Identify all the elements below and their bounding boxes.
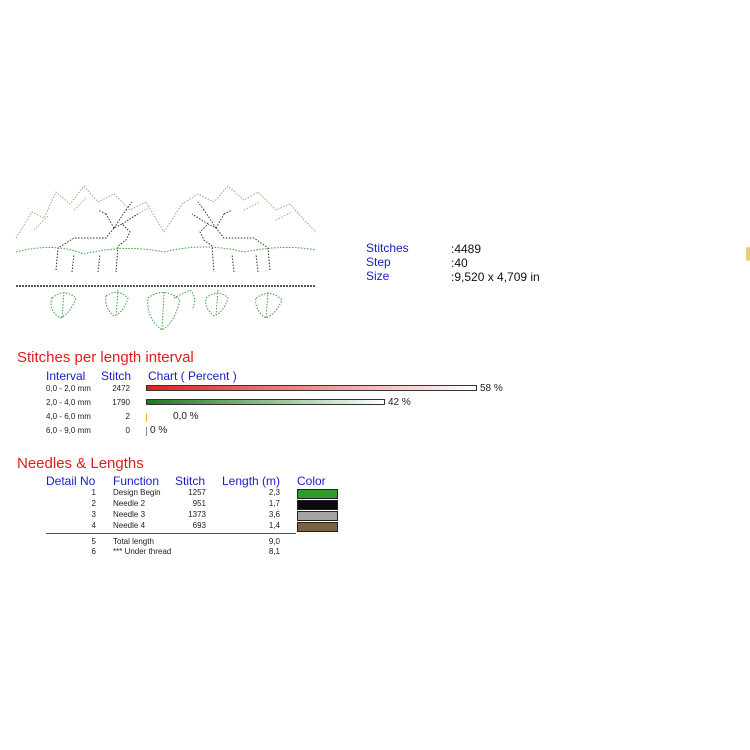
needle-detail-no-cell: 1 xyxy=(91,488,96,497)
needle-stitch-cell: 951 xyxy=(192,499,206,508)
interval-stitch-cell: 1790 xyxy=(112,398,130,407)
needle-function-cell: Design Begin xyxy=(113,488,161,497)
function-column-header: Function xyxy=(113,474,160,488)
total-detail-no-cell: 5 xyxy=(91,537,96,546)
needle-stitch-column-header: Stitch xyxy=(175,474,206,488)
interval-percent-label: 42 % xyxy=(388,397,411,408)
needle-length-cell: 2,3 xyxy=(268,488,280,497)
total-length-cell: 8,1 xyxy=(268,547,280,556)
detail-no-column-header: Detail No xyxy=(46,474,96,488)
leaf-3 xyxy=(148,290,195,330)
mountain-outline-right xyxy=(164,186,316,232)
needle-color-swatch xyxy=(297,489,338,499)
needle-stitch-cell: 693 xyxy=(192,521,206,530)
interval-percentage-bar xyxy=(146,413,147,422)
leaf-5 xyxy=(256,292,282,318)
needle-color-swatch xyxy=(297,522,338,532)
interval-range-cell: 6,0 - 9,0 mm xyxy=(46,426,91,435)
needle-function-cell: Needle 2 xyxy=(113,499,146,508)
interval-percent-label: 0 % xyxy=(150,425,168,436)
elk-right-outline xyxy=(192,202,270,272)
needle-detail-no-cell: 4 xyxy=(91,521,96,530)
interval-stitch-cell: 2 xyxy=(125,412,130,421)
needle-length-cell: 1,7 xyxy=(268,499,280,508)
chart-column-header: Chart ( Percent ) xyxy=(148,369,237,383)
edge-marker xyxy=(746,247,750,261)
needle-stitch-cell: 1257 xyxy=(188,488,206,497)
interval-percentage-bar xyxy=(146,427,147,436)
mountain-detail xyxy=(34,198,292,230)
interval-percent-label: 58 % xyxy=(480,383,503,394)
stitch-column-header: Stitch xyxy=(101,369,132,383)
interval-range-cell: 0,0 - 2,0 mm xyxy=(46,384,91,393)
interval-stitch-cell: 2472 xyxy=(112,384,130,393)
size-value: :9,520 x 4,709 in xyxy=(451,270,540,284)
intervals-section-title: Stitches per length interval xyxy=(17,349,194,366)
needle-function-cell: Needle 3 xyxy=(113,510,146,519)
color-column-header: Color xyxy=(297,474,326,488)
leaf-1 xyxy=(51,292,76,318)
leaf-4 xyxy=(206,290,228,316)
needle-detail-no-cell: 2 xyxy=(91,499,96,508)
mountain-outline-left xyxy=(16,186,164,238)
totals-divider xyxy=(46,533,296,534)
needle-length-cell: 3,6 xyxy=(268,510,280,519)
total-detail-no-cell: 6 xyxy=(91,547,96,556)
total-length-cell: 9,0 xyxy=(268,537,280,546)
step-value: :40 xyxy=(451,256,468,270)
needle-length-cell: 1,4 xyxy=(268,521,280,530)
interval-range-cell: 2,0 - 4,0 mm xyxy=(46,398,91,407)
stitches-label: Stitches xyxy=(366,241,409,255)
total-function-cell: Total length xyxy=(113,537,154,546)
interval-percentage-bar xyxy=(146,385,477,391)
needle-stitch-cell: 1373 xyxy=(188,510,206,519)
grass-outline xyxy=(16,247,316,254)
interval-range-cell: 4,0 - 6,0 mm xyxy=(46,412,91,421)
interval-column-header: Interval xyxy=(46,369,86,383)
needle-color-swatch xyxy=(297,500,338,510)
design-preview-image xyxy=(14,180,318,340)
needle-detail-no-cell: 3 xyxy=(91,510,96,519)
needle-color-swatch xyxy=(297,511,338,521)
size-label: Size xyxy=(366,269,390,283)
length-column-header: Length (m) xyxy=(222,474,281,488)
total-function-cell: *** Under thread xyxy=(113,547,172,556)
step-label: Step xyxy=(366,255,391,269)
stitches-value: :4489 xyxy=(451,242,482,256)
needles-section-title: Needles & Lengths xyxy=(17,455,144,472)
needle-function-cell: Needle 4 xyxy=(113,521,146,530)
leaf-2 xyxy=(106,290,128,316)
elk-left-outline xyxy=(56,202,138,272)
interval-percentage-bar xyxy=(146,399,385,405)
interval-percent-label: 0,0 % xyxy=(173,411,199,422)
interval-stitch-cell: 0 xyxy=(125,426,130,435)
